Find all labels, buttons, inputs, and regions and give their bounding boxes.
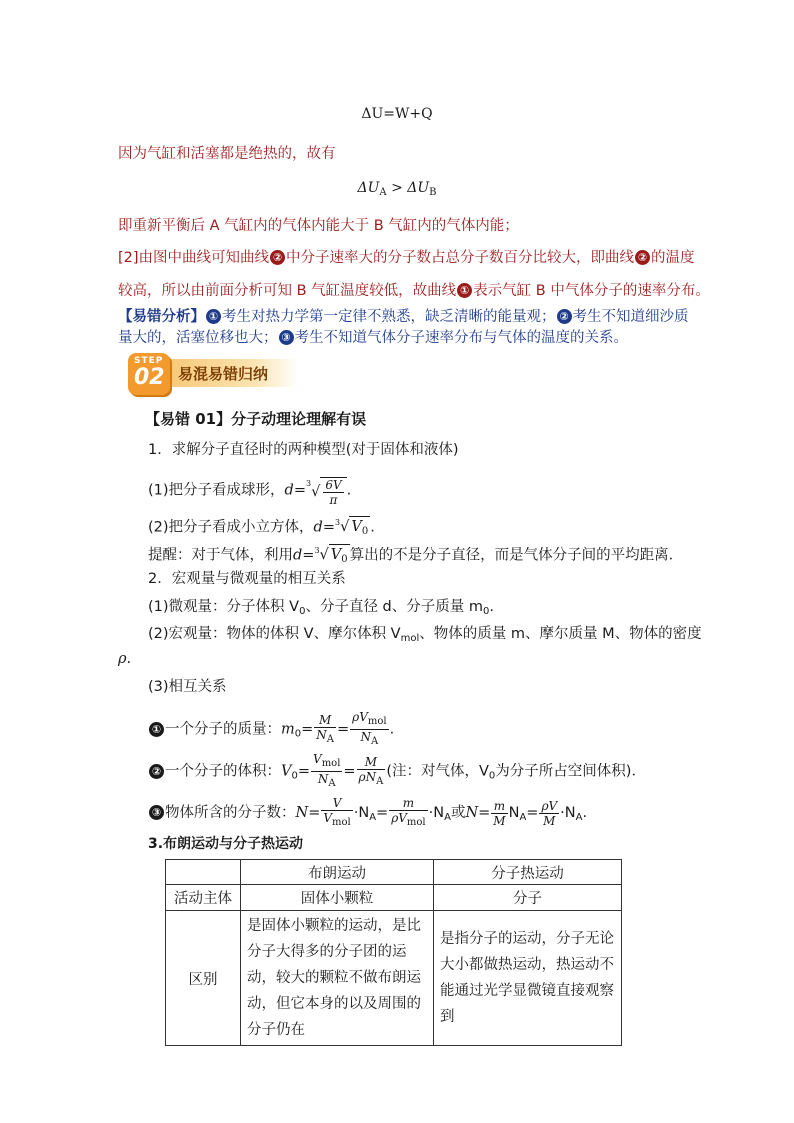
cube-root-sign: $^3$√ $\frac{6V}{\pi}$: [306, 474, 347, 507]
table-header-brownian: 布朗运动: [241, 860, 434, 885]
error-analysis-line-1: 【易错分析】 ① 考生对热力学第一定律不熟悉，缺乏清晰的能量观； ② 考生不知道细沙质: [118, 309, 689, 325]
circled-number-3-icon: ③: [279, 330, 294, 345]
circled-number-2-icon: ②: [270, 250, 285, 265]
sphere-model: (1)把分子看成球形，d=$^3$√ $\frac{6V}{\pi}$ .: [148, 474, 351, 507]
circled-number-2-icon: ②: [149, 764, 164, 779]
table-row: [166, 911, 622, 1046]
subheading-mutual: (3)相互关系: [148, 679, 227, 695]
table-cell: 分子: [434, 885, 622, 911]
molecule-mass-formula: ① 一个分子的质量：$m_0=$ $\frac{M}{N_A}$ = $\frac{\rho V_{mol}}{N_A}$ .: [148, 710, 394, 749]
subheading-relations: 2．宏观量与微观量的相互关系: [148, 571, 346, 587]
reminder: 提醒：对于气体，利用d=$^3$√ $V_0$ 算出的不是分子直径，而是气体分子间的平均距离．: [148, 541, 683, 570]
step-number: 02: [134, 365, 165, 390]
section-heading: 【易错 01】分子动理论理解有误: [145, 410, 367, 428]
table-row-label: 区别: [166, 911, 241, 1046]
banner-title: 易混易错归纳: [178, 365, 269, 383]
table-header-row: [166, 860, 622, 885]
step-label: STEP: [134, 356, 164, 366]
paragraph-curve-conclusion: 较高，所以由前面分析可知 B 气缸温度较低，故曲线 ① 表示气缸 B 中气体分子的速率分布。: [118, 283, 710, 299]
cube-model: (2)把分子看成小立方体，d=$^3$√ $V_0$ .: [148, 513, 375, 542]
table-cell: 是固体小颗粒的运动，是比分子大得多的分子团的运动，较大的颗粒不做布朗运动，但它本身的以及周围的分子仍在: [241, 911, 434, 1046]
table-row: [166, 885, 622, 911]
paragraph-curve-analysis: [2]由图中曲线可知曲线 ② 中分子速率大的分子数占总分子数百分比较大，即曲线 ② 的温度: [118, 250, 695, 266]
circled-number-1-icon: ①: [457, 283, 472, 298]
circled-number-3-icon: ③: [149, 805, 164, 820]
microscopic-quantities: (1)微观量：分子体积 $V_0$、分子直径 d、分子质量 $m_0$.: [148, 599, 494, 617]
cube-root-sign: $^3$√ $V_0$: [314, 541, 349, 570]
step-badge: [128, 353, 170, 395]
error-analysis-line-2: 量大的，活塞位移也大； ③ 考生不知道气体分子速率分布与气体的温度的关系。: [118, 330, 628, 346]
macroscopic-quantities: (2)宏观量：物体的体积 V、摩尔体积 $V_{mol}$、物体的质量 m、摩尔质量 M、物体的密度: [148, 626, 702, 644]
molecule-count-formula: ③ 物体所含的分子数：N= $\frac{V}{V_{mol}}$ $\cdot N_A=$ $\frac{m}{\rho V_{mol}}$ $\cdot N_A$或N= $\frac{m}{M}$ $N_A=$ $\frac{\rho V}{M}$ $\cdot N_A$.: [148, 796, 587, 830]
circled-number-1-icon: ①: [149, 722, 164, 737]
paragraph-adiabatic: 因为气缸和活塞都是绝热的，故有: [118, 146, 336, 162]
subheading-brownian: 3.布朗运动与分子热运动: [148, 836, 304, 852]
table-corner-cell: [166, 860, 241, 885]
table-row-label: 活动主体: [166, 885, 241, 911]
circled-number-2-icon: ②: [635, 250, 650, 265]
table-header-thermal: 分子热运动: [434, 860, 622, 885]
step-banner: [128, 353, 298, 395]
subheading-models: 1．求解分子直径时的两种模型(对于固体和液体): [148, 442, 459, 458]
equation-energy-compare: $\Delta U_A > \Delta U_B$: [357, 180, 437, 198]
macroscopic-density: ρ.: [118, 651, 132, 667]
comparison-table: [165, 859, 622, 1046]
cube-root-sign: $^3$√ $V_0$: [335, 513, 370, 542]
molecule-volume-formula: ② 一个分子的体积：$V_0=$ $\frac{V_{mol}}{N_A}$ = $\frac{M}{\rho N_A}$ (注：对气体，$V_0$为分子所占空间体积)．: [148, 752, 646, 791]
circled-number-1-icon: ①: [206, 309, 221, 324]
table-cell: 是指分子的运动，分子无论大小都做热运动，热运动不能通过光学显微镜直接观察到: [434, 911, 622, 1046]
table-cell: 固体小颗粒: [241, 885, 434, 911]
circled-number-2-icon: ②: [557, 309, 572, 324]
equation-first-law: ΔU=W+Q: [361, 106, 433, 122]
paragraph-internal-energy: 即重新平衡后 A 气缸内的气体内能大于 B 气缸内的气体内能；: [118, 218, 519, 234]
